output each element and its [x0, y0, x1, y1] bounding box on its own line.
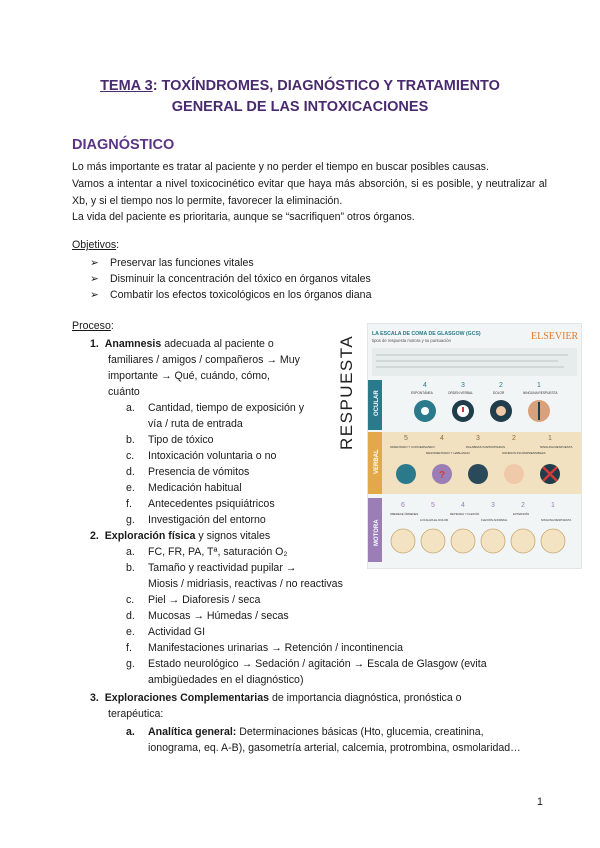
objetivos-label: Objetivos: [72, 239, 117, 251]
ocular-score: 3: [461, 382, 465, 389]
glasgow-svg: [368, 324, 581, 568]
anamnesis-item: d. Presencia de vómitos: [126, 466, 250, 478]
hand-icon: [451, 529, 475, 553]
analitica-item: [126, 724, 546, 740]
svg-text:?: ?: [439, 470, 446, 481]
ocular-option-label: NINGUNA RESPUESTA: [523, 391, 558, 395]
hand-icon: [541, 529, 565, 553]
list-number: 1.: [90, 338, 99, 350]
exploracion-bold: Exploración física: [104, 530, 196, 542]
ocular-option-label: ORDEN VERBAL: [448, 391, 473, 395]
motora-score: 6: [401, 502, 405, 509]
proceso-heading: Proceso:: [72, 320, 114, 332]
objetivo-item: ➢ Disminuir la concentración del tóxico en órganos vitales: [90, 273, 371, 285]
objetivo-text: Preservar las funciones vitales: [110, 257, 254, 269]
exploracion-item: e. Actividad GI: [126, 626, 206, 638]
exploracion-item: ambigüedades en el diagnóstico): [148, 674, 304, 686]
exploracion-item: a. FC, FR, PA, Tª, saturación O₂: [126, 546, 288, 558]
anamnesis-item: g. Investigación del entorno: [126, 514, 266, 526]
analitica-letter: a.: [126, 726, 135, 738]
speech-icon: [396, 464, 416, 484]
complementarias-heading: [90, 690, 546, 706]
glasgow-figure: [367, 323, 582, 569]
exploracion-item: Miosis / midriasis, reactivas / no reactivas: [148, 578, 343, 590]
objetivo-text: Disminuir la concentración del tóxico en órganos vitales: [110, 273, 371, 285]
motora-option-label: OBEDECE ÓRDENES: [390, 512, 419, 516]
anamnesis-line3: importante → Qué, cuándo, cómo,: [108, 370, 270, 382]
ocular-label: OCULAR: [374, 390, 380, 416]
anamnesis-bold: Anamnesis: [104, 338, 162, 350]
title-prefix: TEMA 3: [100, 78, 153, 94]
anamnesis-item: e. Medicación habitual: [126, 482, 242, 494]
anamnesis-line1: [90, 336, 322, 352]
motora-score: 5: [431, 502, 435, 509]
title-rest: : TOXÍNDROMES, DIAGNÓSTICO Y TRATAMIENTO: [152, 78, 500, 94]
verbal-option-label: PALABRAS INAPROPIADAS: [466, 445, 505, 449]
figure-description-box: [372, 348, 577, 376]
ocular-option-label: DOLOR: [493, 391, 505, 395]
title-line2: GENERAL DE LAS INTOXICACIONES: [171, 99, 429, 115]
exploracion-item: d. Mucosas → Húmedas / secas: [126, 610, 289, 622]
hand-icon: [421, 529, 445, 553]
ear-icon: [504, 464, 524, 484]
exploracion-text: y signos vitales: [195, 530, 271, 542]
motora-score: 3: [491, 502, 495, 509]
verbal-option-label: SONIDOS INCOMPRENSIBLES: [502, 451, 546, 455]
ocular-score: 1: [537, 382, 541, 389]
complementarias-bold: Exploraciones Complementarias: [104, 692, 269, 704]
anamnesis-text: adecuada al paciente o: [161, 338, 274, 350]
anamnesis-item: vía / ruta de entrada: [148, 418, 243, 430]
objetivo-item: ➢ Preservar las funciones vitales: [90, 257, 254, 269]
ocular-icons: [414, 400, 550, 422]
motora-option-label: EXTENSIÓN: [513, 512, 530, 516]
analitica-bold: Analítica general:: [148, 726, 237, 738]
list-number: 3.: [90, 692, 99, 704]
motora-label: MOTORA: [374, 519, 380, 546]
page-number: 1: [537, 796, 543, 808]
exploracion-item: b. Tamaño y reactividad pupilar →: [126, 562, 297, 574]
exploracion-item: c. Piel → Diaforesis / seca: [126, 594, 261, 606]
document-title: [60, 76, 540, 118]
verbal-option-label: NINGUNA RESPUESTA: [540, 445, 573, 449]
verbal-score: 2: [512, 435, 516, 442]
hand-icon: [511, 529, 535, 553]
motora-option-label: RETIRADA Y FLEXIÓN: [450, 512, 480, 516]
elsevier-logo: ELSEVIER: [531, 331, 579, 342]
analitica-text: Determinaciones básicas (Hto, glucemia, creatinina,: [236, 726, 484, 738]
motora-icons: [391, 529, 565, 553]
intro-paragraph-1: Lo más importante es tratar al paciente y no perder el tiempo en buscar posibles causas.: [72, 161, 489, 173]
ocular-score: 4: [423, 382, 427, 389]
ocular-score: 2: [499, 382, 503, 389]
intro-paragraph-3: La vida del paciente es prioritaria, aunque se “sacrifiquen” otros órganos.: [72, 211, 415, 223]
ocular-option-label: ESPONTÁNEA: [411, 391, 433, 395]
motora-option-label: FLEXIÓN ANORMAL: [481, 518, 508, 522]
verbal-option-label: DESORIENTADO Y HABLANDO: [426, 451, 470, 455]
anamnesis-line2: familiares / amigos / compañeros → Muy: [108, 354, 300, 366]
motora-score: 4: [461, 502, 465, 509]
objetivo-text: Combatir los efectos toxicológicos en los órganos diana: [110, 289, 372, 301]
verbal-label: VERBAL: [374, 449, 380, 474]
verbal-score: 4: [440, 435, 444, 442]
complementarias-line2: terapéutica:: [108, 708, 164, 720]
verbal-score: 3: [476, 435, 480, 442]
objetivos-heading: Objetivos:: [72, 239, 120, 251]
anamnesis-item: a. Cantidad, tiempo de exposición y: [126, 402, 305, 414]
exploracion-item: f. Manifestaciones urinarias → Retención / incontinencia: [126, 642, 403, 654]
complementarias-text: de importancia diagnóstica, pronóstica o: [269, 692, 462, 704]
objetivo-item: ➢ Combatir los efectos toxicológicos en los órganos diana: [90, 289, 372, 301]
respuesta-side-label: RESPUESTA: [337, 334, 356, 450]
anamnesis-item: f. Antecedentes psiquiátricos: [126, 498, 275, 510]
section-heading: DIAGNÓSTICO: [72, 137, 175, 153]
list-number: 2.: [90, 530, 99, 542]
motora-score: 1: [551, 502, 555, 509]
hand-icon: [391, 529, 415, 553]
motora-score: 2: [521, 502, 525, 509]
anamnesis-line4: cuánto: [108, 386, 140, 398]
verbal-option-label: ORIENTADO Y CONVERSANDO: [390, 445, 435, 449]
analitica-line2: ionograma, eq. A-B), gasometría arterial, calcemia, protrombina, osmolaridad…: [148, 742, 521, 754]
hand-icon: [481, 529, 505, 553]
verbal-score: 5: [404, 435, 408, 442]
anamnesis-item: b. Tipo de tóxico: [126, 434, 214, 446]
exploracion-heading: [90, 528, 270, 544]
exploracion-item: g. Estado neurológico → Sedación / agitación → Escala de Glasgow (evita: [126, 658, 487, 670]
motora-option-label: LOCALIZA EL DOLOR: [420, 518, 449, 522]
verbal-score: 1: [548, 435, 552, 442]
intro-paragraph-2: Vamos a intentar a nivel toxicocinético evitar que haya más absorción, si es posible, y neutralizar al Xb, y si el tiempo nos lo permite, favorecer la eliminación.: [72, 178, 547, 207]
figure-heading: LA ESCALA DE COMA DE GLASGOW (GCS): [372, 331, 481, 337]
proceso-label: Proceso: [72, 320, 111, 332]
anamnesis-item: c. Intoxicación voluntaria o no: [126, 450, 277, 462]
figure-subheading: tipos de respuesta motora y su puntuación: [372, 338, 451, 343]
mouth-icon: [468, 464, 488, 484]
motora-option-label: NINGUNA RESPUESTA: [541, 518, 572, 522]
